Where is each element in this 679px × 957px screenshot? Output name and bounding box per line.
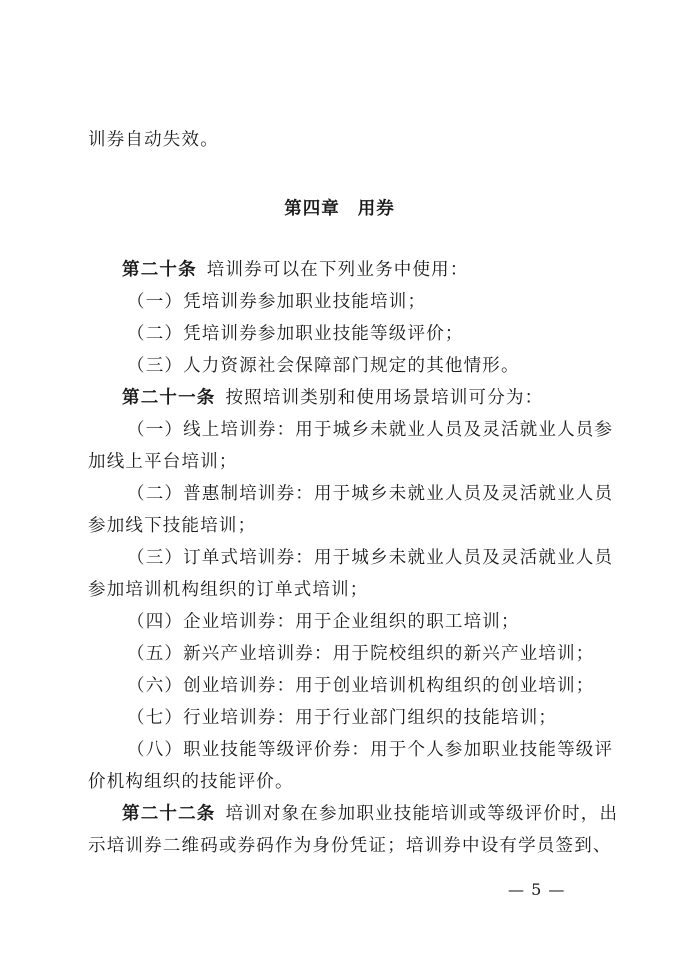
article-21-item-6: （六）创业培训券：用于创业培训机构组织的创业培训； [127,676,595,696]
article-21-item-2b: 参加线下技能培训； [88,516,257,536]
article-21-item-7: （七）行业培训券：用于行业部门组织的技能培训； [127,708,558,728]
article-21-item-5: （五）新兴产业培训券：用于院校组织的新兴产业培训； [127,644,595,664]
article-20-head: 第二十条 [122,260,197,280]
article-21 [122,387,642,409]
article-21-item-1b: 加线上平台培训； [88,452,238,472]
article-21-item-1a: （一）线上培训券：用于城乡未就业人员及灵活就业人员参 [127,420,614,440]
article-21-item-2a: （二）普惠制培训券：用于城乡未就业人员及灵活就业人员 [127,484,614,504]
article-21-item-8b: 价机构组织的技能评价。 [88,772,294,792]
article-20-item-1: （一）凭培训券参加职业技能培训； [127,292,427,312]
article-20-body: 培训券可以在下列业务中使用： [206,260,469,280]
chapter-heading [0,195,679,220]
article-21-item-3b: 参加培训机构组织的订单式培训； [88,580,369,600]
article-22-body-a: 培训对象在参加职业技能培训或等级评价时，出 [225,804,619,824]
article-21-item-8a: （八）职业技能等级评价券：用于个人参加职业技能等级评 [127,740,614,760]
page-number: — 5 — [508,880,566,899]
article-20 [122,259,642,281]
article-20-item-2: （二）凭培训券参加职业技能等级评价； [127,324,464,344]
article-21-head: 第二十一条 [122,388,216,408]
article-21-item-3a: （三）订单式培训券：用于城乡未就业人员及灵活就业人员 [127,548,614,568]
chapter-number: 第四章 [284,199,340,219]
article-22-head: 第二十二条 [122,804,216,824]
article-20-item-3: （三）人力资源社会保障部门规定的其他情形。 [127,356,520,376]
article-22-body-b: 示培训券二维码或券码作为身份凭证；培训券中设有学员签到、 [88,836,612,856]
chapter-title: 用券 [357,199,395,219]
article-21-item-4: （四）企业培训券：用于企业组织的职工培训； [127,612,520,632]
article-22 [122,803,642,825]
carryover-line: 训券自动失效。 [88,130,219,150]
article-21-body: 按照培训类别和使用场景培训可分为： [225,388,544,408]
